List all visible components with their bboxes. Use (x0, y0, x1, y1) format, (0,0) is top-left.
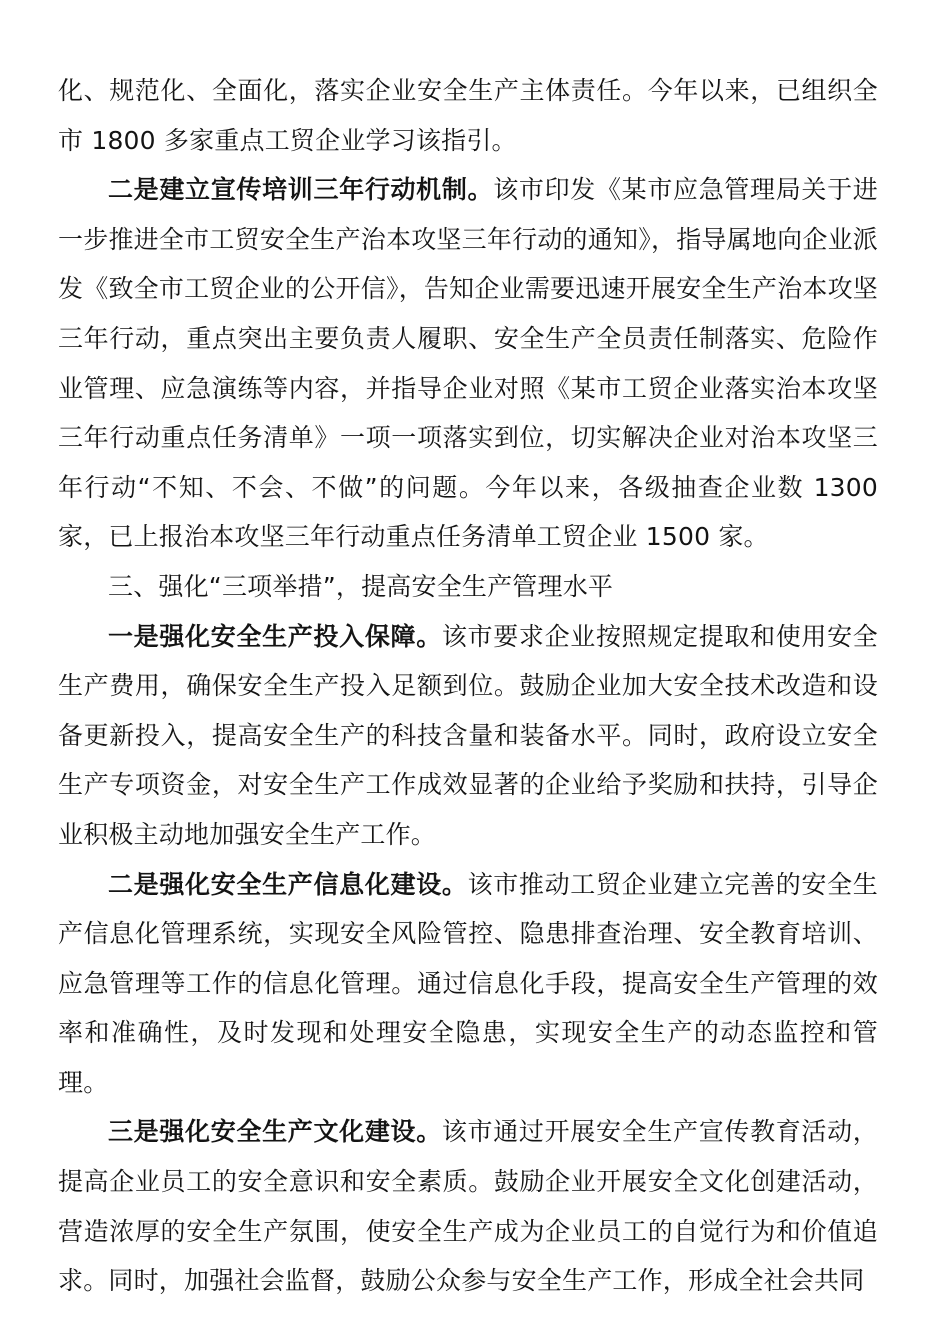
paragraph-lead: 二是强化安全生产信息化建设。 (108, 869, 468, 899)
paragraph-informatization (58, 860, 878, 1108)
paragraph-lead: 二是建立宣传培训三年行动机制。 (108, 175, 494, 205)
paragraph-lead: 三是强化安全生产文化建设。 (108, 1117, 442, 1147)
paragraph-body: 化、规范化、全面化，落实企业安全生产主体责任。今年以来，已组织全市 1800 多家重点工贸企业学习该指引。 (58, 76, 878, 155)
paragraph-body: 该市印发《某市应急管理局关于进一步推进全市工贸安全生产治本攻坚三年行动的通知》，指导属地向企业派发《致全市工贸企业的公开信》，告知企业需要迅速开展安全生产治本攻坚三年行动，重点突出主要负责人履职、安全生产全员责任制落实、危险作业管理、应急演练等内容，并指导企业对照《某市工贸企业落实治本攻坚三年行动重点任务清单》一项一项落实到位，切实解决企业对治本攻坚三年行动“不知、不会、不做”的问题。今年以来，各级抽查企业数 1300 家，已上报治本攻坚三年行动重点任务清单工贸企业 1500 家。 (58, 175, 878, 552)
paragraph-body: 该市推动工贸企业建立完善的安全生产信息化管理系统，实现安全风险管控、隐患排查治理、安全教育培训、应急管理等工作的信息化管理。通过信息化手段，提高安全生产管理的效率和准确性，及时发现和处理安全隐患，实现安全生产的动态监控和管理。 (58, 869, 878, 1097)
paragraph-training-mechanism (58, 165, 878, 562)
paragraph-body: 该市通过开展安全生产宣传教育活动，提高企业员工的安全意识和安全素质。鼓励企业开展安全文化创建活动，营造浓厚的安全生产氛围，使安全生产成为企业员工的自觉行为和价值追求。同时，加强社会监督，鼓励公众参与安全生产工作，形成全社会共同 (58, 1117, 878, 1296)
paragraph-lead: 一是强化安全生产投入保障。 (108, 621, 442, 651)
paragraph-body: 该市要求企业按照规定提取和使用安全生产费用，确保安全生产投入足额到位。鼓励企业加大安全技术改造和设备更新投入，提高安全生产的科技含量和装备水平。同时，政府设立安全生产专项资金，对安全生产工作成效显著的企业给予奖励和扶持，引导企业积极主动地加强安全生产工作。 (58, 621, 878, 849)
section-heading (58, 562, 878, 612)
section-heading-text: 三、强化“三项举措”，提高安全生产管理水平 (108, 571, 614, 601)
paragraph-continuation (58, 66, 878, 165)
body-text (58, 66, 878, 1306)
paragraph-investment (58, 612, 878, 860)
paragraph-culture (58, 1107, 878, 1305)
